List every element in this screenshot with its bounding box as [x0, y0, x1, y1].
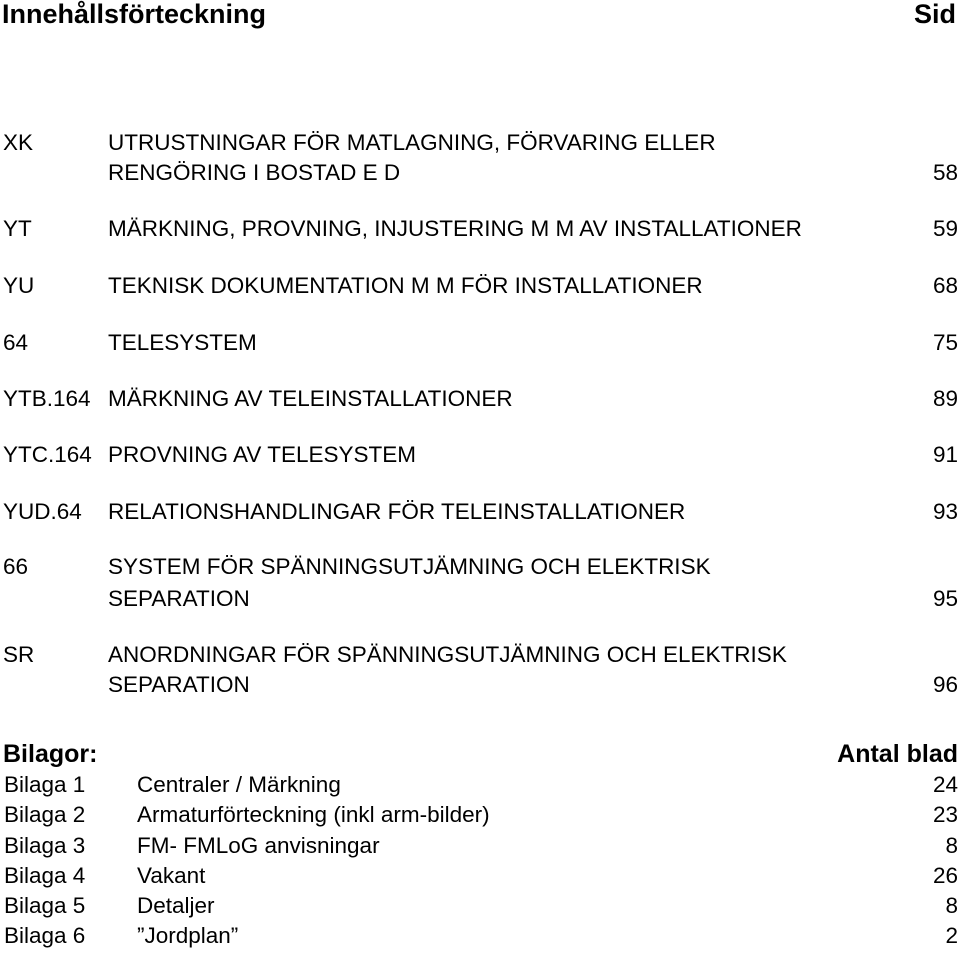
toc-title-line: SEPARATION	[108, 672, 250, 697]
toc-page-number: 91	[932, 442, 958, 467]
page-title: Innehållsförteckning	[2, 0, 267, 29]
toc-page-number: 75	[932, 330, 958, 355]
sheet-count-heading: Antal blad	[837, 740, 958, 768]
attachment-sheet-count: 8	[945, 893, 958, 918]
toc-title-line: SEPARATION	[108, 586, 250, 611]
attachment-label: Bilaga 2	[4, 802, 86, 827]
toc-page-number: 96	[932, 672, 958, 697]
attachment-label: Bilaga 1	[4, 772, 86, 797]
attachment-description: Armaturförteckning (inkl arm-bilder)	[137, 802, 490, 827]
toc-page-number: 68	[932, 273, 958, 298]
attachment-label: Bilaga 4	[4, 863, 86, 888]
toc-title-line: PROVNING AV TELESYSTEM	[108, 442, 417, 467]
toc-page-number: 58	[932, 160, 958, 185]
attachment-sheet-count: 23	[932, 802, 958, 827]
toc-title-line: SYSTEM FÖR SPÄNNINGSUTJÄMNING OCH ELEKTRISK	[108, 554, 711, 579]
toc-code: 66	[3, 554, 29, 579]
attachment-label: Bilaga 3	[4, 833, 86, 858]
toc-page-number: 93	[932, 499, 958, 524]
attachment-description: Centraler / Märkning	[137, 772, 341, 797]
toc-page-number: 95	[932, 586, 958, 611]
attachment-label: Bilaga 6	[4, 923, 86, 948]
toc-title-line: TEKNISK DOKUMENTATION M M FÖR INSTALLATIONER	[108, 273, 703, 298]
attachment-sheet-count: 26	[932, 863, 958, 888]
toc-title-line: RENGÖRING I BOSTAD E D	[108, 160, 401, 185]
attachment-description: FM- FMLoG anvisningar	[137, 833, 380, 858]
page-column-heading: Sid	[913, 0, 956, 29]
attachments-heading: Bilagor:	[3, 740, 98, 768]
toc-title-line: RELATIONSHANDLINGAR FÖR TELEINSTALLATIONER	[108, 499, 686, 524]
toc-code: YTC.164	[3, 442, 92, 467]
toc-code: YUD.64	[3, 499, 82, 524]
toc-code: YTB.164	[3, 386, 91, 411]
toc-code: XK	[3, 130, 34, 155]
toc-title-line: TELESYSTEM	[108, 330, 257, 355]
attachment-description: ”Jordplan”	[137, 923, 239, 948]
toc-title-line: ANORDNINGAR FÖR SPÄNNINGSUTJÄMNING OCH ELEKTRISK	[108, 642, 787, 667]
toc-title-line: UTRUSTNINGAR FÖR MATLAGNING, FÖRVARING ELLER	[108, 130, 716, 155]
toc-code: YU	[3, 273, 35, 298]
attachment-sheet-count: 24	[932, 772, 958, 797]
toc-page-number: 89	[932, 386, 958, 411]
toc-title-line: MÄRKNING, PROVNING, INJUSTERING M M AV INSTALLATIONER	[108, 216, 802, 241]
attachment-label: Bilaga 5	[4, 893, 86, 918]
attachment-sheet-count: 2	[945, 923, 958, 948]
toc-code: YT	[3, 216, 32, 241]
attachment-description: Detaljer	[137, 893, 215, 918]
toc-page-number: 59	[932, 216, 958, 241]
attachment-sheet-count: 8	[945, 833, 958, 858]
attachment-description: Vakant	[137, 863, 206, 888]
toc-code: 64	[3, 330, 29, 355]
toc-code: SR	[3, 642, 35, 667]
toc-title-line: MÄRKNING AV TELEINSTALLATIONER	[108, 386, 513, 411]
